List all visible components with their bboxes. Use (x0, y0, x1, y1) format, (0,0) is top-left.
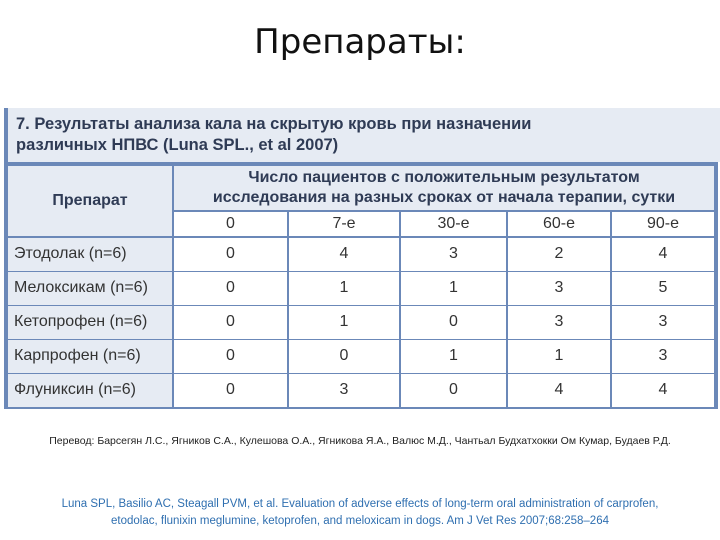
result-value-cell: 1 (401, 340, 506, 373)
drug-column-header: Препарат (8, 166, 172, 236)
result-value-cell: 1 (289, 272, 399, 305)
result-value-cell: 4 (612, 374, 714, 407)
result-value-cell: 4 (612, 238, 714, 271)
result-value-cell: 3 (508, 306, 610, 339)
result-value-cell: 0 (401, 306, 506, 339)
result-value-cell: 4 (508, 374, 610, 407)
reference-citation (20, 496, 700, 530)
days-group-header-line-2: исследования на разных сроках от начала терапии, сутки (212, 189, 676, 206)
result-value-cell: 4 (289, 238, 399, 271)
result-value-cell: 0 (174, 238, 287, 271)
result-value-cell: 5 (612, 272, 714, 305)
drug-name-cell: Карпрофен (n=6) (8, 340, 172, 373)
slide-title: Препараты: (254, 22, 466, 62)
table-caption-line-1: 7. Результаты анализа кала на скрытую кровь при назначении (16, 115, 532, 133)
result-value-cell: 0 (401, 374, 506, 407)
result-value-cell: 0 (289, 340, 399, 373)
result-value-cell: 3 (612, 306, 714, 339)
result-value-cell: 1 (508, 340, 610, 373)
result-value-cell: 3 (289, 374, 399, 407)
drug-name-cell: Мелоксикам (n=6) (8, 272, 172, 305)
drug-name-cell: Этодолак (n=6) (8, 238, 172, 271)
results-table (4, 108, 718, 409)
result-value-cell: 1 (401, 272, 506, 305)
reference-line-2: etodolac, flunixin meglumine, ketoprofen, and meloxicam in dogs. Am J Vet Res 2007;68:258–264 (111, 515, 609, 527)
table-caption (8, 108, 720, 162)
day-header: 0 (174, 212, 287, 236)
result-value-cell: 0 (174, 272, 287, 305)
day-header: 90-е (612, 212, 714, 236)
result-value-cell: 3 (401, 238, 506, 271)
result-value-cell: 0 (174, 340, 287, 373)
result-value-cell: 0 (174, 306, 287, 339)
result-value-cell: 0 (174, 374, 287, 407)
day-header: 30-е (401, 212, 506, 236)
reference-line-1: Luna SPL, Basilio AC, Steagall PVM, et al. Evaluation of adverse effects of long-term oral administration of carprofen, (61, 498, 659, 510)
table-caption-line-2: различных НПВС (Luna SPL., et al 2007) (16, 136, 339, 154)
day-header: 60-е (508, 212, 610, 236)
drug-name-cell: Флуниксин (n=6) (8, 374, 172, 407)
result-value-cell: 2 (508, 238, 610, 271)
result-value-cell: 3 (612, 340, 714, 373)
translation-credits: Перевод: Барсегян Л.С., Ягников С.А., Кулешова О.А., Ягникова Я.А., Валюс М.Д., Чантьал Будхатхокки Ом Кумар, Будаев Р.Д. (49, 435, 671, 447)
result-value-cell: 3 (508, 272, 610, 305)
day-header: 7-е (289, 212, 399, 236)
result-value-cell: 1 (289, 306, 399, 339)
drug-name-cell: Кетопрофен (n=6) (8, 306, 172, 339)
days-group-header-line-1: Число пациентов с положительным результатом (248, 169, 640, 186)
days-group-header (174, 166, 714, 210)
